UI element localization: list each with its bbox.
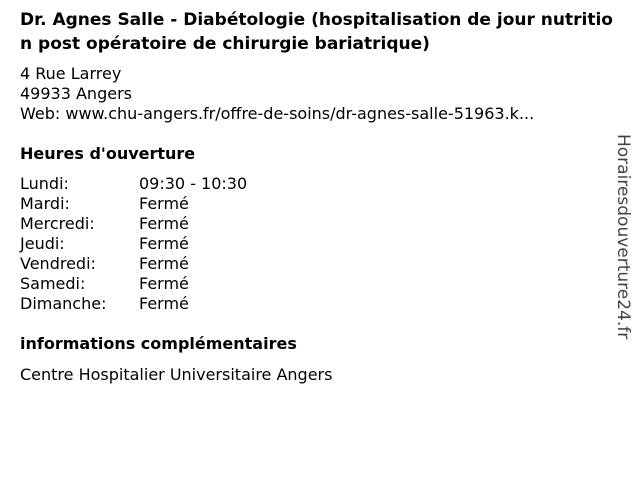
- address-street: 4 Rue Larrey: [20, 64, 122, 83]
- hours-row-tuesday: [20, 194, 247, 214]
- website-link[interactable]: Web: www.chu-angers.fr/offre-de-soins/dr-agnes-salle-51963.k...: [20, 104, 535, 123]
- day-hours: Fermé: [139, 274, 189, 293]
- hours-row-sunday: [20, 294, 247, 314]
- opening-hours-heading: Heures d'ouverture: [20, 144, 196, 163]
- opening-hours-table: [20, 174, 247, 314]
- hours-row-thursday: [20, 234, 247, 254]
- hours-row-wednesday: [20, 214, 247, 234]
- day-label: Samedi:: [20, 274, 86, 293]
- hours-row-saturday: [20, 274, 247, 294]
- day-label: Jeudi:: [20, 234, 65, 253]
- day-label: Vendredi:: [20, 254, 96, 273]
- day-label: Mardi:: [20, 194, 70, 213]
- address-city: 49933 Angers: [20, 84, 132, 103]
- day-hours: Fermé: [139, 214, 189, 233]
- day-hours: 09:30 - 10:30: [139, 174, 248, 193]
- day-label: Lundi:: [20, 174, 69, 193]
- address-block: [20, 64, 534, 124]
- watermark-text: Horairesdouverture24.fr: [613, 134, 633, 340]
- day-hours: Fermé: [139, 294, 189, 313]
- day-label: Mercredi:: [20, 214, 95, 233]
- hours-row-monday: [20, 174, 247, 194]
- additional-info-heading: informations complémentaires: [20, 334, 297, 353]
- day-hours: Fermé: [139, 194, 189, 213]
- day-hours: Fermé: [139, 254, 189, 273]
- day-label: Dimanche:: [20, 294, 107, 313]
- page-title: Dr. Agnes Salle - Diabétologie (hospitalisation de jour nutrition post opératoire de chirurgie bariatrique): [20, 10, 613, 54]
- hours-row-friday: [20, 254, 247, 274]
- site-watermark: [611, 134, 635, 374]
- additional-info-text: Centre Hospitalier Universitaire Angers: [20, 365, 333, 384]
- day-hours: Fermé: [139, 234, 189, 253]
